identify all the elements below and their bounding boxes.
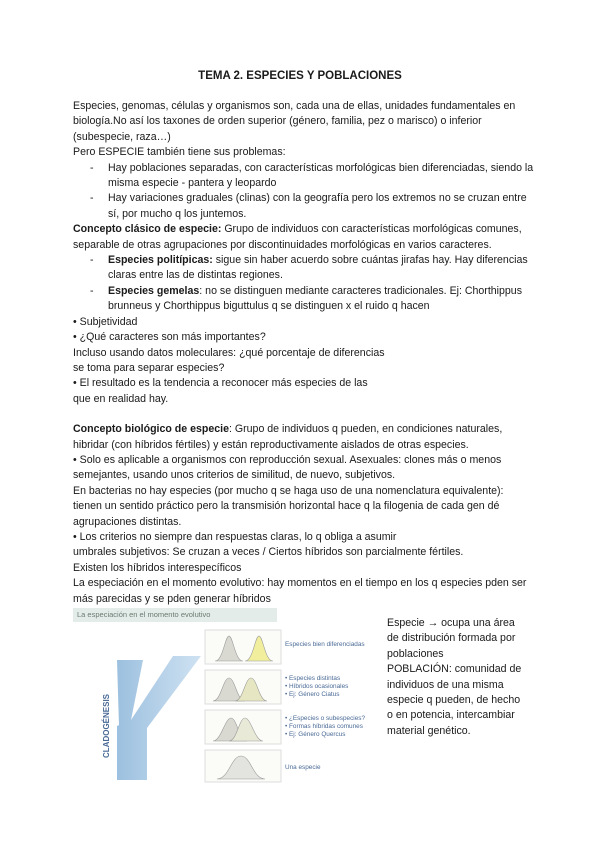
intro-problems: Pero ESPECIE también tiene sus problemas: [73, 146, 286, 159]
page-title: TEMA 2. ESPECIES Y POBLACIONES [198, 70, 402, 82]
molecular-line-2: se toma para separar especies? [73, 361, 225, 374]
result-line-2: que en realidad hay. [73, 392, 169, 405]
biological-line-2: En bacterias no hay especies (por mucho q se haga uso de una nomenclatura equivalente): tienen un sentido práctico pero la transmisión horizontal hace q la filogenia de cada gen dé agrupaciones distintas. [73, 484, 504, 528]
speciation-figure [73, 608, 375, 783]
biological-line-5: Existen los híbridos interespecíficos [73, 561, 242, 574]
biological-heading: Concepto biológico de especie [73, 423, 229, 436]
biological-line-3: • Los criterios no siempre dan respuestas claras, lo q obliga a asumir [73, 530, 397, 543]
bullet-subjectivity: • Subjetividad [73, 315, 138, 328]
classic-concept: Concepto clásico de especie: Grupo de individuos con características morfológicas comunes, separable de otras agrupaciones por discontinuidades morfológicas en varios caracteres. [73, 223, 522, 251]
panel-row-4 [205, 750, 281, 782]
sibling-item: - Especies gemelas: no se distinguen mediante caracteres tradicionales. Ej: Chorthippus brunneus y Chorthippus biguttulus q se distinguen x el ruido q hacen [90, 284, 522, 313]
molecular-line-1: Incluso usando datos moleculares: ¿qué porcentaje de diferencias [73, 346, 385, 359]
intro-paragraph: Especies, genomas, células y organismos son, cada una de ellas, unidades fundamentales en biología.No así los taxones de orden superior (género, familia, pez o marisco) o inferior (subespecie, raza…) [73, 100, 516, 143]
population-definition: POBLACIÓN: comunidad de individuos de una misma especie q pueden, de hecho o en potencia, intercambiar material genético. [387, 663, 522, 737]
row1-label: Especies bien diferenciadas [285, 641, 365, 648]
bullet-characters: • ¿Qué caracteres son más importantes? [73, 331, 266, 344]
row2-label-2: • Híbridos ocasionales [285, 683, 349, 690]
row4-label: Una especie [285, 764, 321, 771]
side-note [387, 616, 527, 739]
panel-row-3 [205, 710, 281, 744]
row3-label-2: • Formas híbridas comunes [285, 723, 363, 730]
biological-line-6: La especiación en el momento evolutivo: hay momentos en el tiempo en los q especies pden ser más parecidas y se pden generar híbridos [73, 577, 527, 605]
cladogenesis-label: CLADOGÉNESIS [102, 693, 111, 758]
classic-heading: Concepto clásico de especie: [73, 223, 222, 236]
document-body [73, 99, 535, 607]
species-definition: Especie → ocupa una área de distribución formada por poblaciones [387, 617, 516, 660]
politypic-item: - Especies politípicas: sigue sin haber acuerdo sobre cuántas jirafas hay. Hay diferencias claras entre las de distintas regiones. [90, 254, 528, 282]
row3-label-3: • Ej: Género Quercus [285, 731, 346, 738]
cladogenesis-y-shape [117, 656, 201, 780]
speciation-diagram [73, 608, 375, 783]
problem-item-1: - Hay poblaciones separadas, con características morfológicas bien diferenciadas, siendo la misma especie - pantera y leopardo [90, 161, 534, 190]
figure-title: La especiación en el momento evolutivo [73, 608, 277, 622]
biological-concept: Concepto biológico de especie: Grupo de individuos q pueden, en condiciones naturales, hibridar (con híbridos fértiles) y están reproductivamente aislados de otras especies. [73, 423, 503, 451]
panel-row-2 [205, 670, 281, 704]
row2-label-3: • Ej: Género Ciatus [285, 691, 340, 698]
panel-row-1 [205, 630, 281, 664]
biological-line-1: • Solo es aplicable a organismos con reproducción sexual. Asexuales: clones más o menos semejantes, usando unos criterios de similitud, de nuevo, subjetivos. [73, 453, 502, 482]
problem-item-2: - Hay variaciones graduales (clinas) con la geografía pero los extremos no se cruzan entre sí, por mucho q los juntemos. [90, 192, 527, 220]
result-line-1: • El resultado es la tendencia a reconocer más especies de las [73, 377, 368, 390]
row2-label-1: • Especies distintas [285, 675, 341, 682]
row3-label-1: • ¿Especies o subespecies? [285, 715, 366, 722]
biological-line-4: umbrales subjetivos: Se cruzan a veces / Ciertos híbridos son parcialmente fértiles. [73, 546, 464, 559]
